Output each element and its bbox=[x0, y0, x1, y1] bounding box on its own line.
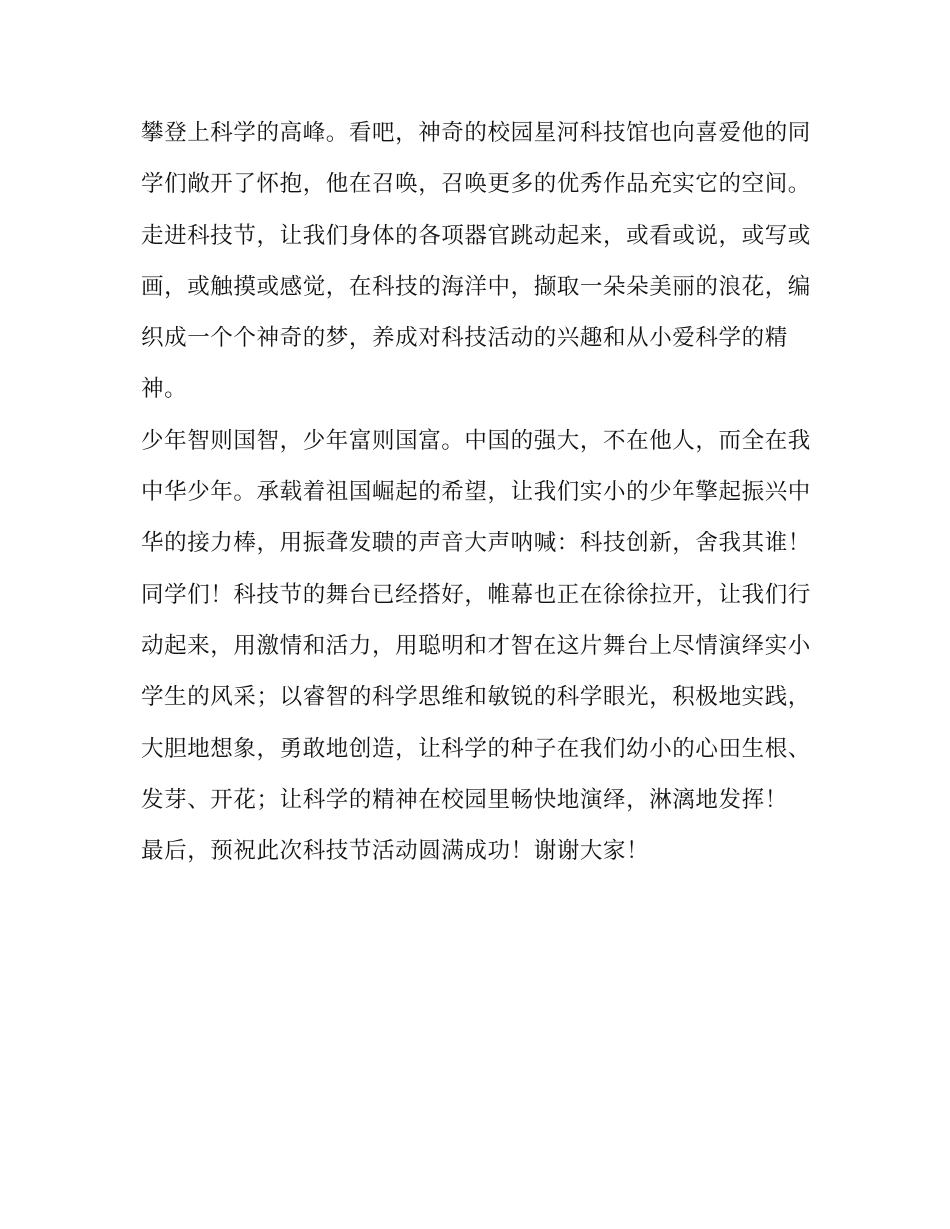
document-body bbox=[141, 108, 813, 877]
paragraph-3: 少年智则国智，少年富则国富。中国的强大，不在他人，而全在我中华少年。承载着祖国崛起的希望，让我们实小的少年擎起振兴中华的接力棒，用振聋发聩的声音大声呐喊：科技创新，舍我其谁！ bbox=[141, 427, 811, 557]
paragraph-4: 同学们！科技节的舞台已经搭好，帷幕也正在徐徐拉开，让我们行动起来，用激情和活力，用聪明和才智在这片舞台上尽情演绎实小学生的风采；以睿智的科学思维和敏锐的科学眼光，积极地实践，大胆地想象，勇敢地创造，让科学的种子在我们幼小的心田生根、发芽、开花；让科学的精神在校园里畅快地演绎，淋漓地发挥！ bbox=[141, 581, 811, 813]
paragraph-2: 走进科技节，让我们身体的各项器官跳动起来，或看或说，或写或画，或触摸或感觉，在科技的海洋中，撷取一朵朵美丽的浪花，编织成一个个神奇的梦，养成对科技活动的兴趣和从小爱科学的精神。 bbox=[141, 222, 811, 403]
paragraph-5: 最后，预祝此次科技节活动圆满成功！谢谢大家！ bbox=[141, 838, 650, 865]
paragraph-1: 攀登上科学的高峰。看吧，神奇的校园星河科技馆也向喜爱他的同学们敞开了怀抱，他在召唤，召唤更多的优秀作品充实它的空间。 bbox=[141, 120, 811, 198]
